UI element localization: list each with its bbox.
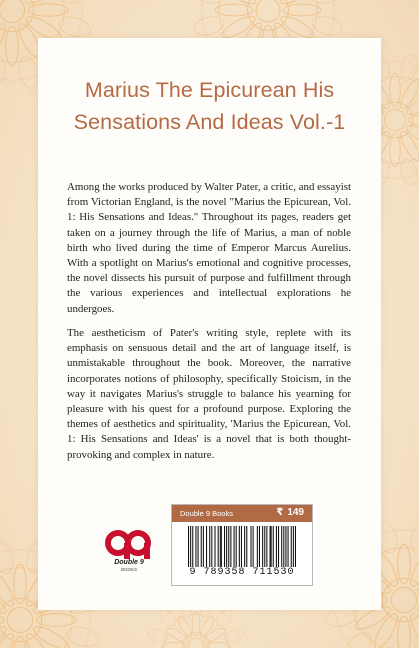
barcode-bar — [291, 526, 292, 567]
price-amount: 149 — [287, 507, 304, 518]
barcode-bar — [241, 526, 242, 567]
barcode-bar — [257, 526, 258, 567]
barcode-bar — [209, 526, 210, 567]
blurb-paragraph: The aestheticism of Pater's writing style, replete with its emphasis on sensuous detail and the art of language itself, is unmistakable throughout the book. Moreover, the narrative incorporates notions of philosophy, specifically Stoicism, in the way it navigates Marius's struggle to balance his yearning for pleasure with his quest for a profound purpose. Exploring the themes of aesthetics and spirituality, 'Marius the Epicurean, Vol. 1: His Sensations and Ideas' is a novel that is both thought-provoking and complex in nature. — [67, 327, 351, 461]
barcode-bar — [246, 526, 247, 567]
barcode-bar — [195, 526, 196, 567]
publisher-logo-text: Double 9 — [114, 559, 144, 566]
barcode-bar — [285, 526, 286, 567]
isbn-number: 9 789358 711530 — [189, 567, 295, 578]
barcode-bar — [190, 526, 191, 567]
barcode-bar — [198, 526, 199, 567]
barcode-bar — [276, 526, 277, 567]
barcode-bar — [226, 526, 227, 567]
barcode-bar — [228, 526, 229, 567]
barcode-bar — [206, 526, 207, 567]
publisher-logo-subtext: BOOKS — [120, 567, 138, 572]
barcode-bar — [221, 526, 222, 567]
barcode-bar — [288, 526, 289, 567]
barcode-bar — [262, 526, 263, 567]
barcode-bar — [220, 526, 221, 567]
barcode-bar — [234, 526, 235, 567]
barcode-bar — [201, 526, 202, 567]
barcode-bar — [283, 526, 284, 567]
barcode-bar — [250, 526, 251, 567]
blurb-paragraph: Among the works produced by Walter Pater, a critic, and essayist from Victorian England, is the novel "Marius the Epicurean, Vol. 1: His Sensations and Ideas." Throughout its pages, readers get taken on a journey through the life of Marius, a man of noble birth who lived during the time of Emperor Marcus Aurelius. With a spotlight on Marius's emotional and cognitive processes, the novel dissects his pursuit of purpose and fulfillment through the various experiences and intellectual explorations he undergoes. — [67, 181, 351, 315]
barcode-bar — [273, 526, 274, 567]
book-title — [38, 74, 381, 138]
barcode-bar — [214, 526, 215, 567]
barcode-bar — [295, 526, 296, 567]
price-barcode-box — [171, 504, 313, 586]
barcode-bar — [203, 526, 204, 567]
publisher-logo — [104, 527, 154, 573]
barcode-bar — [244, 526, 245, 567]
barcode-bar — [192, 526, 193, 567]
barcode-bar — [293, 526, 294, 567]
barcode-bar — [264, 526, 265, 567]
price-bar — [172, 505, 312, 522]
publisher-name: Double 9 Books — [180, 509, 233, 518]
barcode-bar — [224, 526, 225, 567]
barcode-bar — [278, 526, 279, 567]
barcode-bar — [211, 526, 212, 567]
title-line: Marius The Epicurean His — [84, 78, 335, 102]
barcode-bar — [271, 526, 272, 567]
isbn-barcode — [188, 526, 296, 567]
barcode-bar — [230, 526, 231, 567]
price-label — [276, 506, 304, 520]
barcode-bar — [236, 526, 237, 567]
barcode-bar — [218, 526, 219, 567]
barcode-bar — [188, 526, 189, 567]
barcode-bar — [239, 526, 240, 567]
barcode-bar — [259, 526, 260, 567]
barcode-bar — [281, 526, 282, 567]
rupee-icon: ₹ — [276, 507, 284, 518]
barcode-bar — [266, 526, 267, 567]
title-line: Sensations And Ideas Vol.-1 — [73, 110, 346, 134]
barcode-bar — [253, 526, 254, 567]
barcode-bar — [270, 526, 271, 567]
